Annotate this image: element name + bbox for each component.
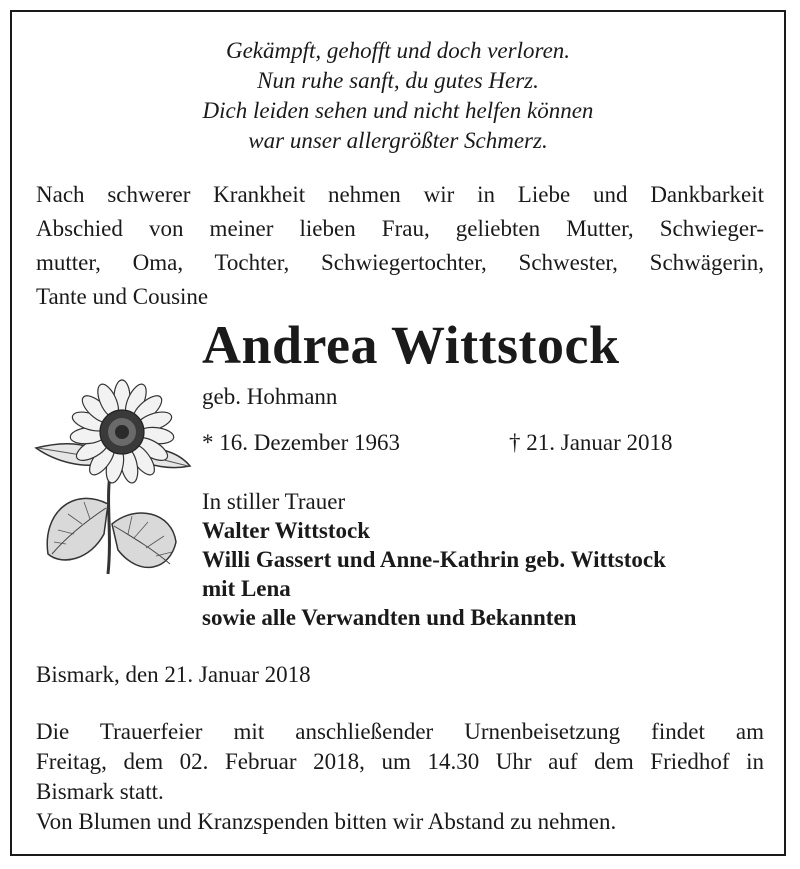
funeral-line: Die Trauerfeier mit anschließender Urnenbeisetzung findet am (36, 719, 764, 744)
memorial-poem (12, 36, 784, 156)
poem-line: war unser allergrößter Schmerz. (248, 128, 548, 153)
mourner-name: Willi Gassert und Anne-Kathrin geb. Wittstock (202, 547, 666, 572)
announcement-line: Nach schwerer Krankheit nehmen wir in Liebe und Dankbarkeit (36, 182, 764, 207)
deceased-name: Andrea Wittstock (202, 315, 620, 375)
announcement-line: Abschied von meiner lieben Frau, geliebten Mutter, Schwieger- (36, 216, 764, 241)
poem-line: Nun ruhe sanft, du gutes Herz. (257, 68, 539, 93)
sunflower-icon (32, 374, 202, 594)
mourner-name: Walter Wittstock (202, 518, 371, 543)
maiden-name: geb. Hohmann (202, 384, 338, 409)
life-dates (202, 430, 722, 456)
birth-date: * 16. Dezember 1963 (202, 430, 400, 455)
mourning-intro: In stiller Trauer (202, 489, 346, 514)
mourners-block (202, 487, 666, 632)
funeral-line: Bismark statt. (36, 779, 164, 804)
place-and-date: Bismark, den 21. Januar 2018 (36, 662, 311, 687)
poem-line: Dich leiden sehen und nicht helfen können (202, 98, 594, 123)
announcement-line: Tante und Cousine (36, 284, 209, 309)
announcement-text (36, 178, 764, 314)
funeral-line: Freitag, dem 02. Februar 2018, um 14.30 Uhr auf dem Friedhof in (36, 749, 764, 774)
death-date: † 21. Januar 2018 (509, 430, 673, 455)
mourner-name: sowie alle Verwandten und Bekannten (202, 605, 577, 630)
funeral-notice (36, 717, 764, 837)
poem-line: Gekämpft, gehofft und doch verloren. (225, 38, 571, 63)
obituary-frame (10, 10, 786, 856)
mourner-name: mit Lena (202, 576, 291, 601)
funeral-line: Von Blumen und Kranzspenden bitten wir Abstand zu nehmen. (36, 809, 617, 834)
announcement-line: mutter, Oma, Tochter, Schwiegertochter, Schwester, Schwägerin, (36, 250, 764, 275)
